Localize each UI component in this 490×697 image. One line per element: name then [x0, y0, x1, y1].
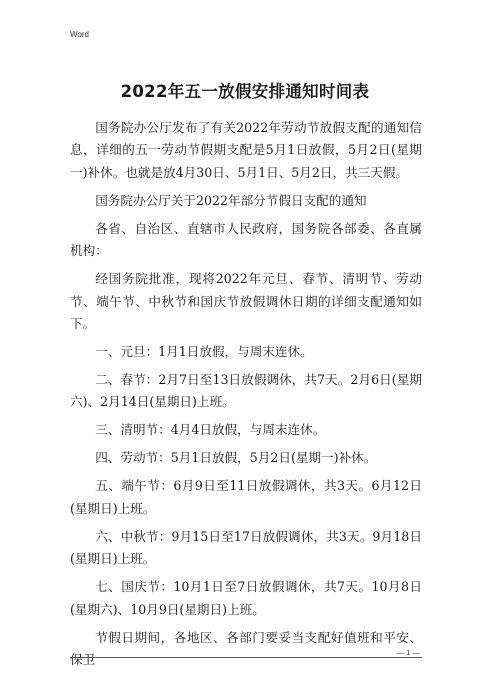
paragraph: 六、中秋节：9月15日至17日放假调休，共3天。9月18日(星期日)上班。 [70, 528, 422, 567]
paragraph: 节假日期间，各地区、各部门要妥当支配好值班和平安、保卫 [70, 629, 422, 668]
paragraph: 三、清明节：4月4日放假，与周末连休。 [95, 422, 326, 438]
page-number: — 1 — [396, 648, 420, 657]
header-label: Word [70, 30, 89, 39]
document-body [70, 117, 422, 677]
paragraph: 一、元旦：1月1日放假，与周末连休。 [95, 344, 313, 360]
paragraph: 七、国庆节：10月1日至7日放假调休，共7天。10月8日(星期六)、10月9日(星期日)上班。 [70, 579, 422, 617]
paragraph: 国务院办公厅发布了有关2022年劳动节放假支配的通知信息，详细的五一劳动节假期支配是5月1日放假，5月2日(星期一)补休。也就是放4月30日、5月1日、5月2日，共三天假。 [70, 120, 422, 180]
paragraph: 各省、自治区、直辖市人民政府，国务院各部委、各直属机构： [70, 220, 422, 259]
paragraph: 经国务院批准，现将2022年元旦、春节、清明节、劳动节、端午节、中秋节和国庆节放假调休日期的详细支配通知如下。 [70, 271, 422, 332]
document-title: 2022年五一放假安排通知时间表 [120, 82, 370, 101]
paragraph: 国务院办公厅关于2022年部分节假日支配的通知 [95, 192, 367, 208]
paragraph: 五、端午节：6月9日至11日放假调休，共3天。6月12日(星期日)上班。 [70, 478, 422, 516]
paragraph: 四、劳动节：5月1日放假，5月2日(星期一)补休。 [95, 450, 377, 466]
footer-divider [70, 657, 422, 658]
paragraph: 二、春节：2月7日至13日放假调休，共7天。2月6日(星期六)、2月14日(星期日)上班。 [70, 372, 422, 410]
